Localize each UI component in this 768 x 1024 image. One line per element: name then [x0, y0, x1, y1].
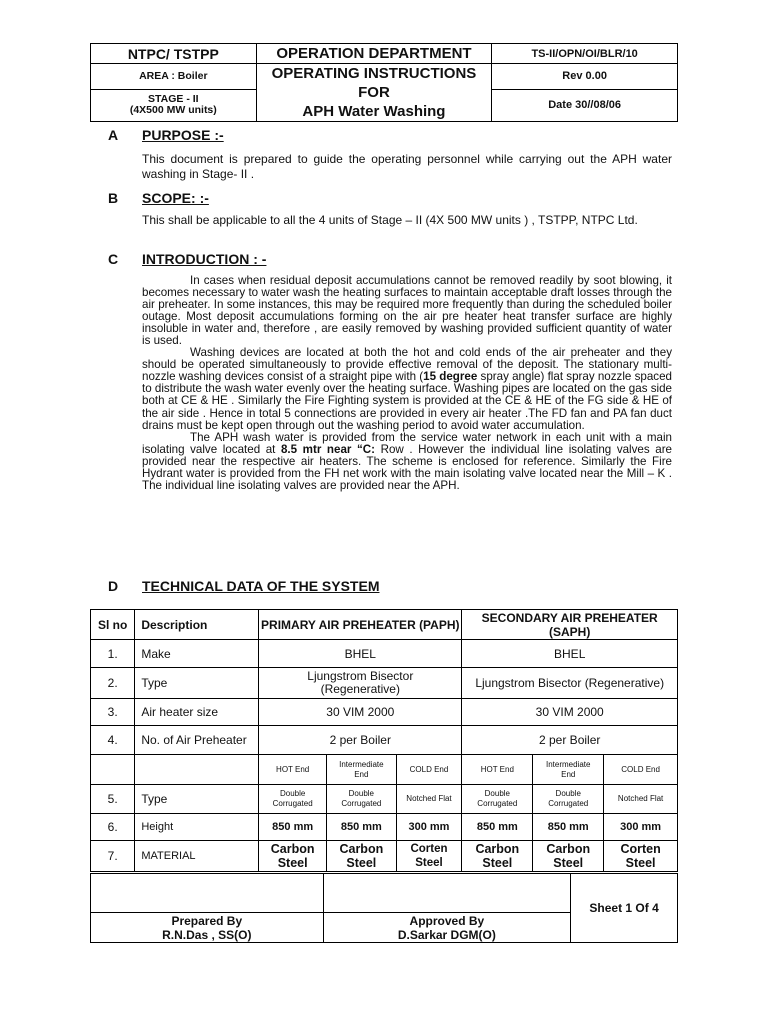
header-title-line1: OPERATING INSTRUCTIONS FOR — [271, 65, 477, 101]
col-header-saph: SECONDARY AIR PREHEATER (SAPH) — [462, 610, 678, 640]
introduction-body — [142, 275, 672, 492]
saph-value: 2 per Boiler — [462, 726, 678, 755]
approved-name: D.Sarkar DGM(O) — [397, 927, 496, 942]
header-table — [90, 43, 678, 122]
section-b-letter: B — [108, 190, 119, 206]
row-number: 3. — [91, 699, 135, 726]
intro-paragraph-1: In cases when residual deposit accumulations cannot be removed readily by soot blowing, it becomes necessary to water wash the heating surfaces to maintain acceptable draft losses through the air preheater. In some instances, this may be required more frequently than during the scheduled boiler outage. Most deposit accumulations forming on the air pre heater heat transfer surface are highly insoluble in water and, therefore , are easily removed by washing provided sufficient quantity of water is used. — [142, 274, 672, 348]
prepared-name: R.N.Das , SS(O) — [162, 927, 252, 942]
type-value: Double Corrugated — [327, 785, 396, 814]
section-c-letter: C — [108, 251, 119, 267]
saph-value: BHEL — [462, 640, 678, 668]
section-a-title: PURPOSE :- — [142, 127, 224, 143]
row-description: Type — [135, 785, 259, 814]
row-number: 6. — [91, 814, 135, 841]
table-row — [91, 785, 678, 814]
header-title-line2: APH Water Washing — [302, 103, 446, 120]
row-number: 2. — [91, 668, 135, 699]
header-org: NTPC/ TSTPP — [91, 44, 257, 64]
type-value: Double Corrugated — [533, 785, 604, 814]
row-number: 1. — [91, 640, 135, 668]
header-title — [256, 64, 492, 122]
end-label: COLD End — [604, 755, 678, 785]
section-b-text: This shall be applicable to all the 4 units of Stage – II (4X 500 MW units ) , TSTPP, NTPC Ltd. — [142, 213, 638, 227]
end-label: Intermediate End — [327, 755, 396, 785]
row-description: MATERIAL — [135, 841, 259, 872]
table-row — [91, 755, 678, 785]
type-value: Double Corrugated — [462, 785, 533, 814]
approved-by — [323, 913, 571, 943]
height-value: 850 mm — [533, 814, 604, 841]
prepared-label: Prepared By — [171, 913, 243, 928]
intro-p2-text-a: Washing devices are located at both the hot and cold ends of the air preheater and they should be operated simultaneously to provide effective removal of the deposit. The stationary multi-nozzle washing devices consist of a straight pipe with ( — [142, 346, 672, 384]
intro-p3-text-b: Row . However the individual line isolating valves are provided near the respective air heaters. The scheme is enclosed for reference. Similarly the Fire Hydrant water is provided from the FH net work with the main isolating valve located near the Mill – K . The individual line isolating valves are provided near the APH. — [142, 442, 673, 492]
technical-data-table — [90, 609, 678, 872]
col-header-slno: Sl no — [91, 610, 135, 640]
section-b-title: SCOPE: :- — [142, 190, 209, 206]
sheet-number: Sheet 1 Of 4 — [571, 874, 678, 943]
row-description: Type — [135, 668, 259, 699]
type-value: Double Corrugated — [259, 785, 327, 814]
material-value: Carbon Steel — [259, 841, 327, 872]
height-value: 850 mm — [462, 814, 533, 841]
intro-paragraph-2 — [142, 347, 672, 431]
col-header-description: Description — [135, 610, 259, 640]
row-number: 5. — [91, 785, 135, 814]
header-stage-line1: STAGE - II — [148, 93, 199, 106]
saph-value: Ljungstrom Bisector (Regenerative) — [462, 668, 678, 699]
intro-p2-bold: 15 degree — [423, 370, 478, 384]
material-value: Carbon Steel — [533, 841, 604, 872]
paph-value: 2 per Boiler — [259, 726, 462, 755]
height-value: 850 mm — [327, 814, 396, 841]
row-number: 4. — [91, 726, 135, 755]
material-value: Carbon Steel — [327, 841, 396, 872]
header-area: AREA : Boiler — [91, 64, 257, 90]
row-description: Air heater size — [135, 699, 259, 726]
type-value: Notched Flat — [604, 785, 678, 814]
section-a-letter: A — [108, 127, 119, 143]
header-doc-no: TS-II/OPN/OI/BLR/10 — [492, 44, 678, 64]
empty-cell — [91, 755, 135, 785]
paph-value: BHEL — [259, 640, 462, 668]
end-label: COLD End — [396, 755, 462, 785]
section-d-title: TECHNICAL DATA OF THE SYSTEM — [142, 578, 380, 594]
paph-value: Ljungstrom Bisector (Regenerative) — [259, 668, 462, 699]
height-value: 300 mm — [396, 814, 462, 841]
approved-label: Approved By — [409, 913, 485, 928]
material-value: Corten Steel — [604, 841, 678, 872]
table-row — [91, 640, 678, 668]
end-label: HOT End — [259, 755, 327, 785]
table-row — [91, 726, 678, 755]
end-label: HOT End — [462, 755, 533, 785]
section-c-title: INTRODUCTION : - — [142, 251, 267, 267]
height-value: 850 mm — [259, 814, 327, 841]
row-description: Make — [135, 640, 259, 668]
table-row — [91, 814, 678, 841]
intro-p2-text-b: spray angle) flat spray nozzle spaced to distribute the wash water evenly over the heating surface. Washing pipes are located on the gas side both at CE & HE . Similarly the Fire Fighting system is provided at the CE & HE of the FG side & HE of the air side . Hence in total 5 connections are provided in every air heater .The FD fan and PA fan duct drains must be kept open through out the washing period to avoid water accumulation. — [142, 370, 673, 432]
header-rev: Rev 0.00 — [492, 64, 678, 90]
intro-p3-text-a: The APH wash water is provided from the service water network in each unit with a main isolating valve located at — [142, 430, 672, 456]
table-row — [91, 699, 678, 726]
intro-paragraph-3 — [142, 432, 672, 492]
type-value: Notched Flat — [396, 785, 462, 814]
material-value: Corten Steel — [396, 841, 462, 872]
row-description: Height — [135, 814, 259, 841]
intro-p3-bold: 8.5 mtr near “C: — [280, 442, 376, 456]
header-date: Date 30//08/06 — [492, 89, 678, 121]
header-stage — [91, 89, 257, 121]
section-a-text: This document is prepared to guide the operating personnel while carrying out the APH water washing in Stage- II . — [142, 152, 672, 181]
section-d-letter: D — [108, 578, 119, 594]
header-department: OPERATION DEPARTMENT — [256, 44, 492, 64]
material-value: Carbon Steel — [462, 841, 533, 872]
end-label: Intermediate End — [533, 755, 604, 785]
prepared-signature-cell — [91, 874, 324, 913]
table-row — [91, 841, 678, 872]
header-stage-line2: (4X500 MW units) — [129, 104, 217, 117]
prepared-by — [91, 913, 324, 943]
empty-cell — [135, 755, 259, 785]
height-value: 300 mm — [604, 814, 678, 841]
table-row — [91, 668, 678, 699]
saph-value: 30 VIM 2000 — [462, 699, 678, 726]
row-number: 7. — [91, 841, 135, 872]
signoff-table — [90, 873, 678, 943]
paph-value: 30 VIM 2000 — [259, 699, 462, 726]
approved-signature-cell — [323, 874, 571, 913]
col-header-paph: PRIMARY AIR PREHEATER (PAPH) — [259, 610, 462, 640]
row-description: No. of Air Preheater — [135, 726, 259, 755]
